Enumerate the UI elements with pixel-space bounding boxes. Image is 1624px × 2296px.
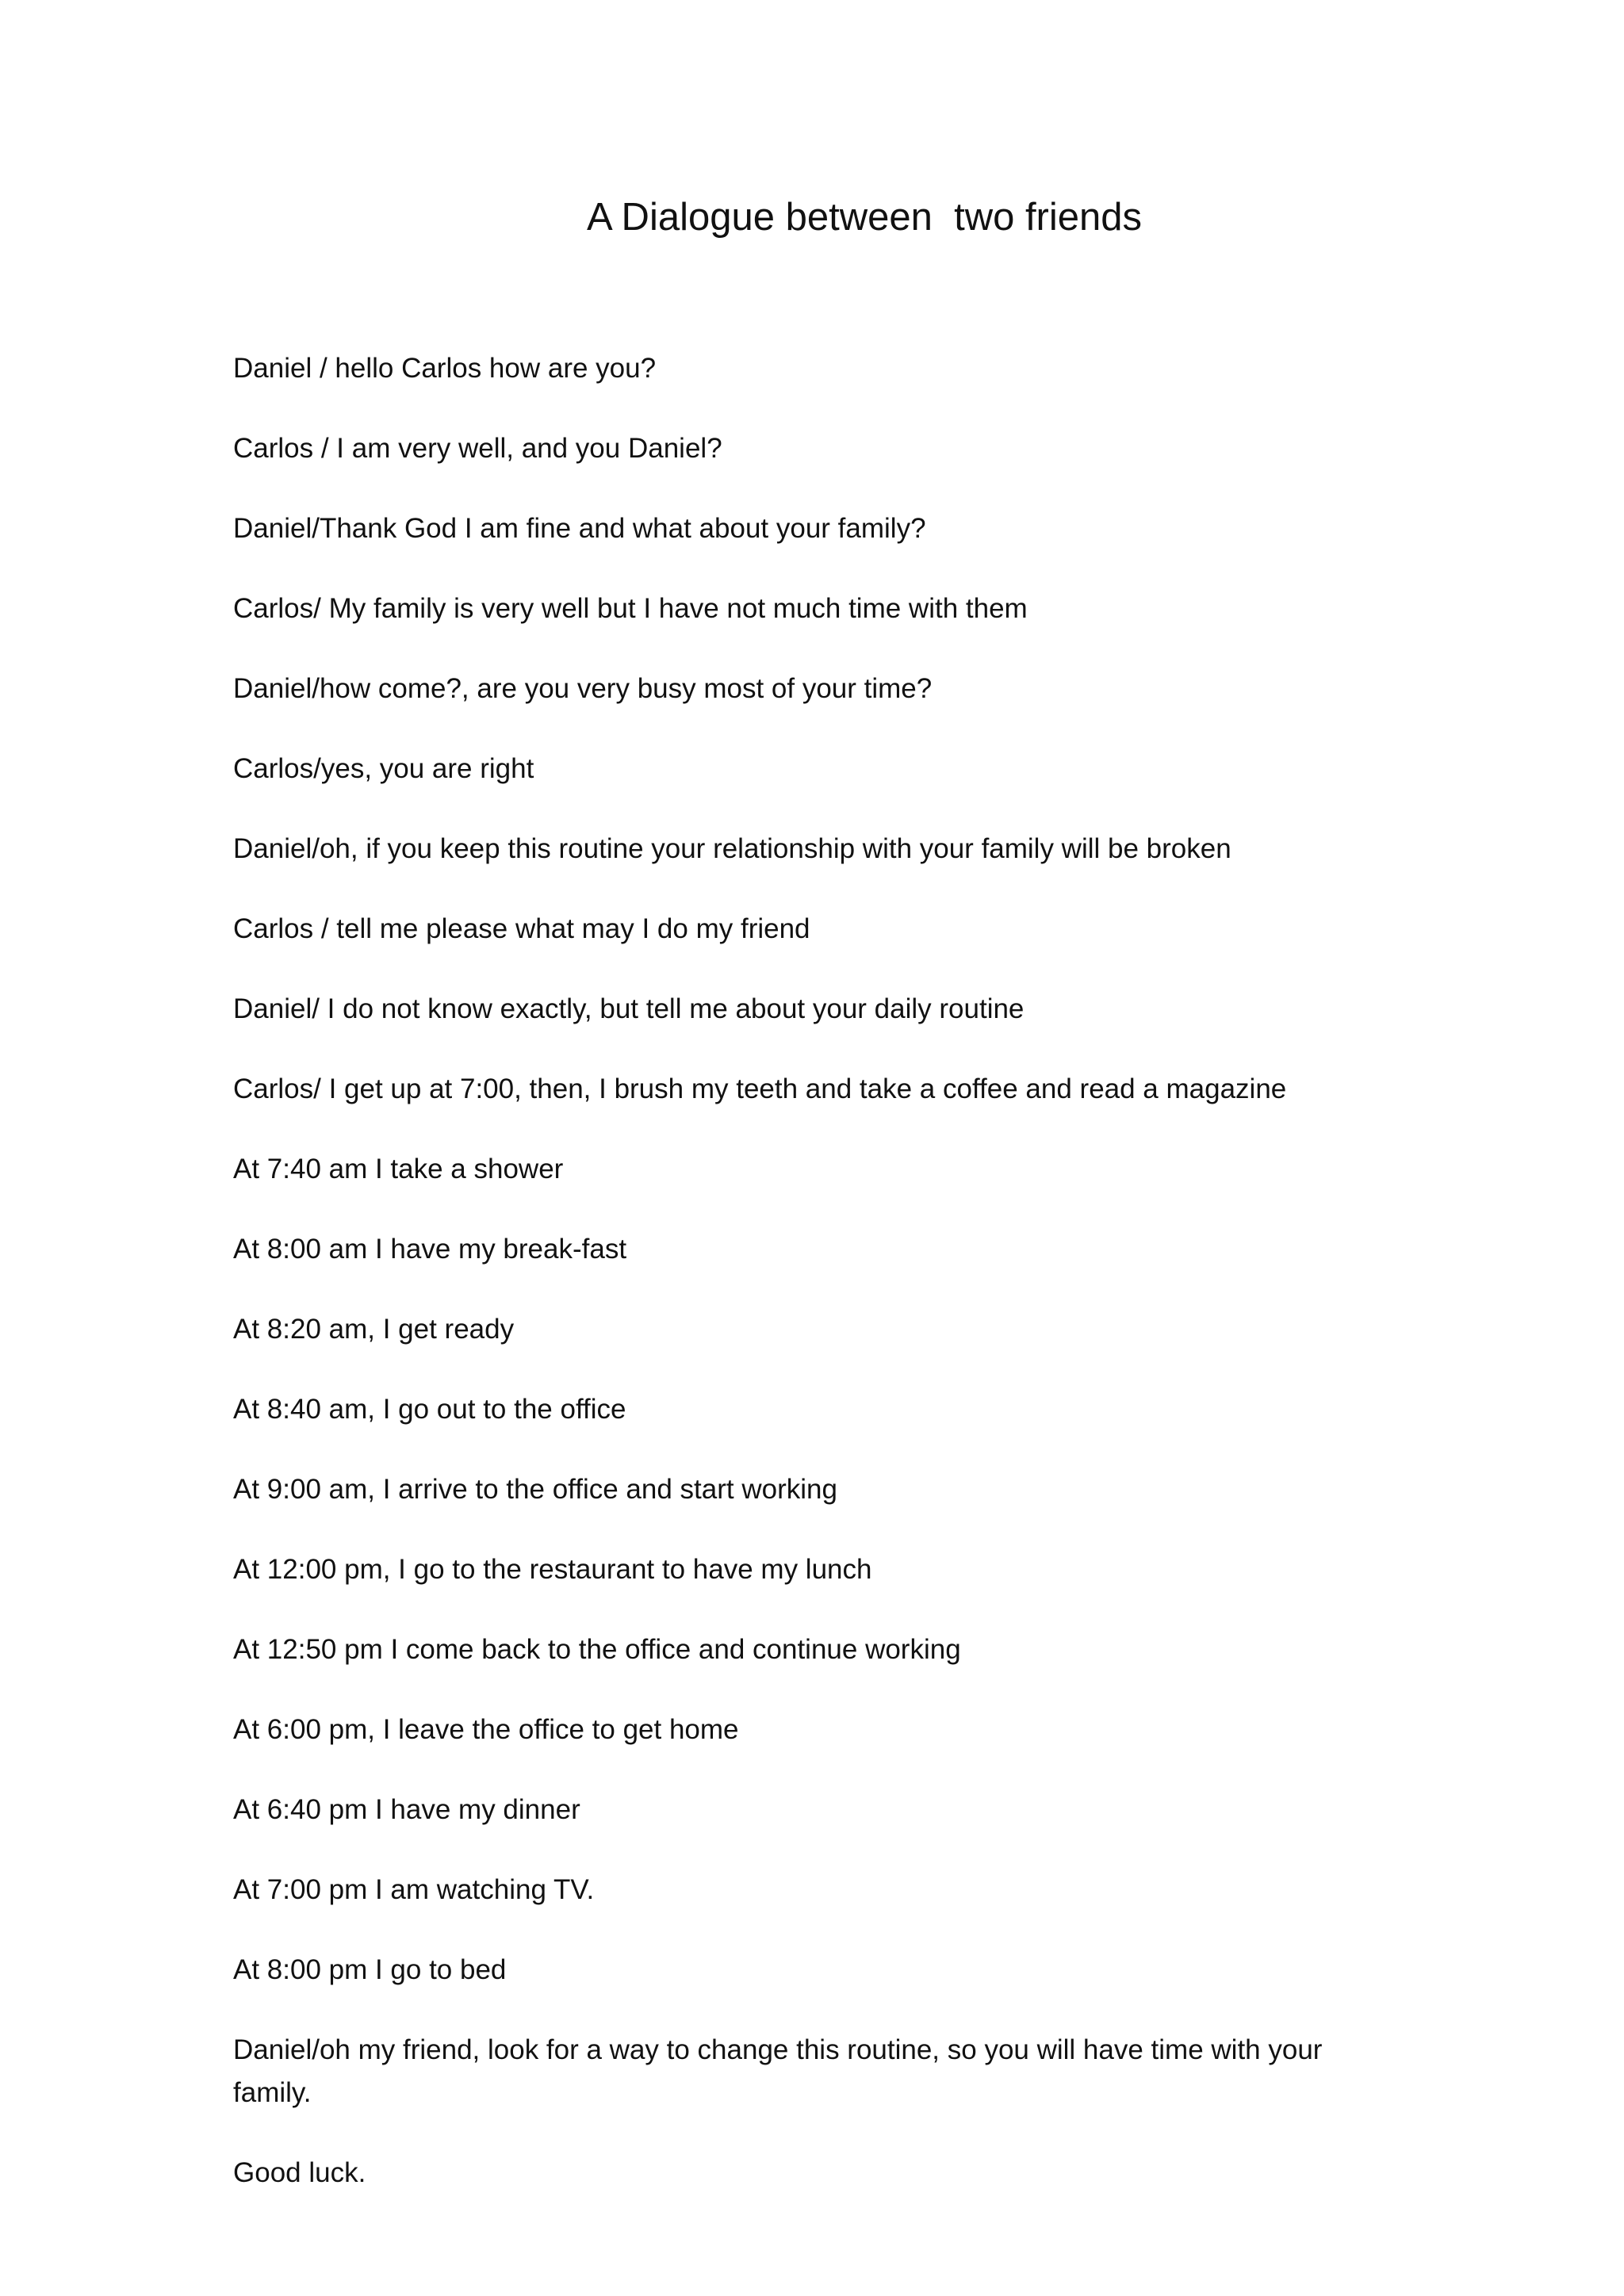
dialogue-line: Carlos/ I get up at 7:00, then, I brush my teeth and take a coffee and read a magazine — [233, 1073, 1287, 1104]
routine-line: At 8:40 am, I go out to the office — [233, 1394, 626, 1425]
routine-line: At 9:00 am, I arrive to the office and start working — [233, 1474, 837, 1505]
routine-line: At 7:40 am I take a shower — [233, 1154, 564, 1184]
routine-line: At 8:00 am I have my break-fast — [233, 1234, 627, 1265]
dialogue-line: Carlos/ My family is very well but I have not much time with them — [233, 593, 1028, 624]
routine-line: At 12:50 pm I come back to the office and continue working — [233, 1634, 961, 1665]
dialogue-body — [233, 347, 1375, 2232]
routine-line: At 6:00 pm, I leave the office to get home — [233, 1714, 739, 1745]
dialogue-line: Daniel/how come?, are you very busy most of your time? — [233, 673, 933, 704]
closing-line: Good luck. — [233, 2157, 366, 2188]
dialogue-line: Daniel/Thank God I am fine and what about your family? — [233, 513, 926, 544]
routine-line: At 7:00 pm I am watching TV. — [233, 1874, 595, 1905]
dialogue-line: Carlos/yes, you are right — [233, 753, 534, 784]
dialogue-line: Daniel/ I do not know exactly, but tell me about your daily routine — [233, 993, 1025, 1024]
dialogue-line: Carlos / I am very well, and you Daniel? — [233, 433, 722, 464]
routine-line: At 12:00 pm, I go to the restaurant to have my lunch — [233, 1554, 872, 1585]
dialogue-line: Daniel/oh my friend, look for a way to change this routine, so you will have time with your family. — [233, 2034, 1331, 2108]
dialogue-line: Daniel/oh, if you keep this routine your relationship with your family will be broken — [233, 833, 1231, 864]
dialogue-line: Carlos / tell me please what may I do my friend — [233, 913, 810, 944]
routine-line: At 6:40 pm I have my dinner — [233, 1794, 580, 1825]
document-title: A Dialogue between two friends — [586, 196, 1143, 239]
routine-line: At 8:00 pm I go to bed — [233, 1954, 507, 1985]
dialogue-line: Daniel / hello Carlos how are you? — [233, 353, 657, 384]
routine-line: At 8:20 am, I get ready — [233, 1314, 515, 1345]
